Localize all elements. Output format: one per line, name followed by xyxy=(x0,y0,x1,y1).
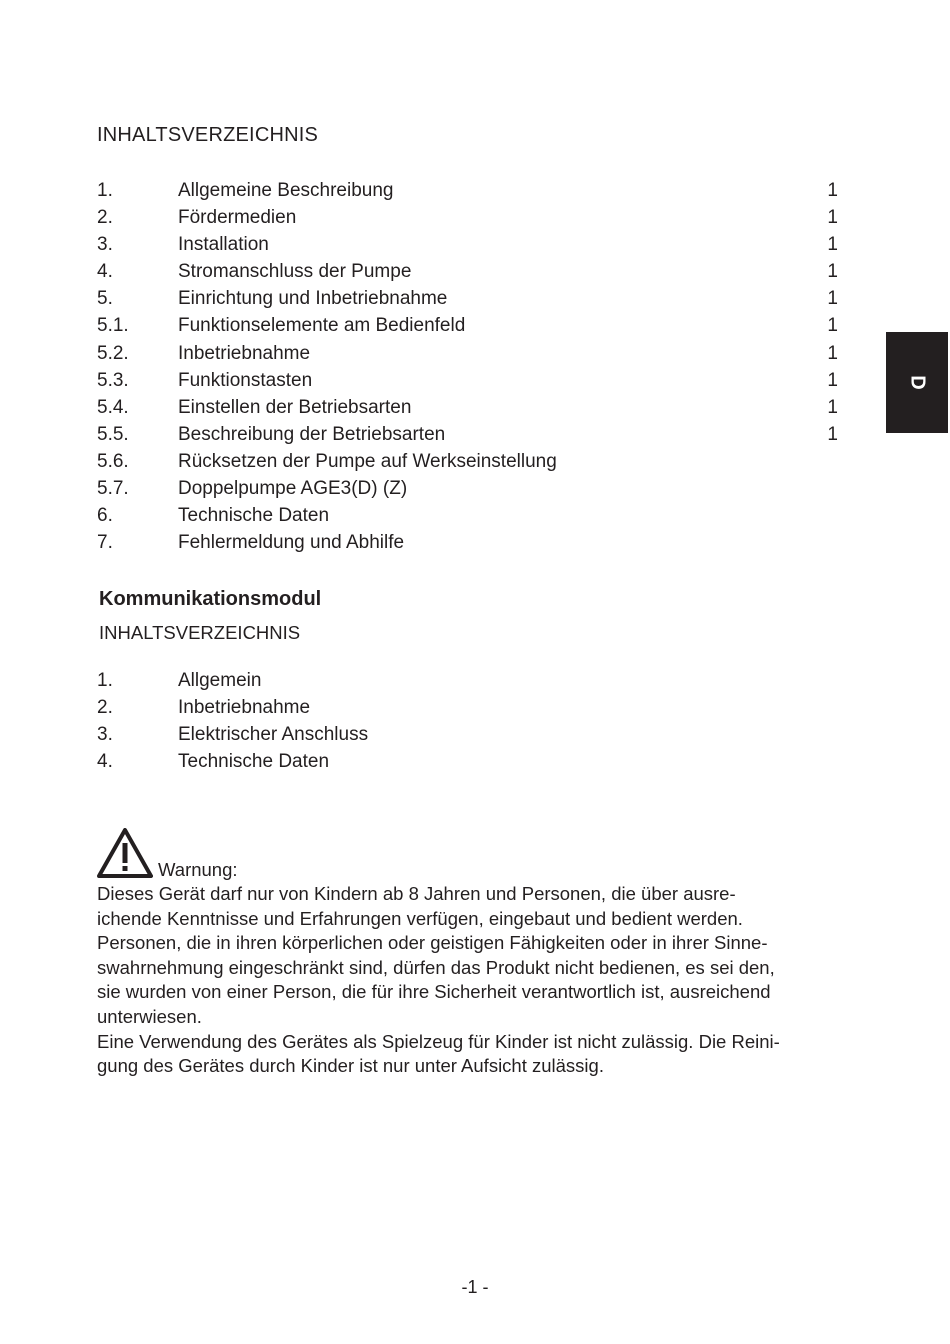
toc-page: 1 xyxy=(827,423,838,445)
toc-label: Funktionstasten xyxy=(178,369,313,391)
toc-num: 1. xyxy=(97,180,113,201)
warning-line: unterwiesen. xyxy=(97,1005,202,1027)
toc-label: Funktionselemente am Bedienfeld xyxy=(178,315,466,337)
toc-num: 5.3. xyxy=(97,369,129,391)
warning-triangle-icon xyxy=(97,828,153,878)
toc-num: 5. xyxy=(97,288,113,310)
toc-label: Fördermedien xyxy=(178,207,297,229)
toc-label: Fehlermeldung und Abhilfe xyxy=(178,532,405,554)
warning-text xyxy=(97,882,857,1079)
toc-num: 5.6. xyxy=(97,450,129,472)
module-toc-num: 2. xyxy=(97,697,113,719)
language-tab xyxy=(886,332,948,433)
module-toc-row xyxy=(97,721,842,748)
toc-page: 1 xyxy=(827,369,838,391)
warning-line: swahrnehmung eingeschränkt sind, dürfen das Produkt nicht bedienen, es sei den, xyxy=(97,956,775,978)
language-tab-label: D xyxy=(906,375,929,390)
toc-row xyxy=(97,177,842,204)
toc-row xyxy=(97,475,842,502)
warning-line: Personen, die in ihren körperlichen oder geistigen Fähigkeiten oder in ihrer Sinne- xyxy=(97,932,768,954)
toc-num: 5.2. xyxy=(97,342,129,364)
toc-label: Allgemeine Beschreibung xyxy=(178,180,394,201)
toc-num: 6. xyxy=(97,505,113,527)
toc-list xyxy=(97,177,842,556)
warning-line: sie wurden von einer Person, die für ihre Sicherheit verantwortlich ist, ausreichend xyxy=(97,981,771,1003)
toc-num: 3. xyxy=(97,234,113,256)
toc-page: 1 xyxy=(827,180,838,201)
toc-title: INHALTSVERZEICHNIS xyxy=(97,124,319,146)
module-toc-num: 3. xyxy=(97,724,113,746)
module-title: Kommunikationsmodul xyxy=(99,588,322,610)
module-toc-row xyxy=(97,667,842,694)
toc-row xyxy=(97,529,842,556)
toc-label: Inbetriebnahme xyxy=(178,342,311,364)
toc-num: 4. xyxy=(97,261,113,283)
toc-row xyxy=(97,312,842,339)
toc-row xyxy=(97,204,842,231)
toc-row xyxy=(97,394,842,421)
warning-line: gung des Gerätes durch Kinder ist nur unter Aufsicht zulässig. xyxy=(97,1055,604,1077)
toc-row xyxy=(97,502,842,529)
toc-row xyxy=(97,367,842,394)
module-toc-row xyxy=(97,748,842,775)
toc-row xyxy=(97,340,842,367)
module-toc-label: Inbetriebnahme xyxy=(178,697,311,719)
toc-num: 7. xyxy=(97,532,113,554)
toc-page: 1 xyxy=(827,234,838,256)
toc-num: 5.1. xyxy=(97,315,129,337)
toc-row xyxy=(97,285,842,312)
module-toc-label: Allgemein xyxy=(178,670,262,691)
module-subtitle: INHALTSVERZEICHNIS xyxy=(99,622,301,643)
toc-label: Doppelpumpe AGE3(D) (Z) xyxy=(178,478,408,500)
warning-line: Eine Verwendung des Gerätes als Spielzeug für Kinder ist nicht zulässig. Die Reini- xyxy=(97,1030,780,1052)
toc-page: 1 xyxy=(827,207,838,229)
module-toc-row xyxy=(97,694,842,721)
toc-page: 1 xyxy=(827,261,838,283)
module-toc-label: Elektrischer Anschluss xyxy=(178,724,369,746)
toc-label: Einstellen der Betriebsarten xyxy=(178,396,412,418)
toc-label: Einrichtung und Inbetriebnahme xyxy=(178,288,448,310)
toc-row xyxy=(97,258,842,285)
toc-page: 1 xyxy=(827,396,838,418)
toc-label: Beschreibung der Betriebsarten xyxy=(178,423,446,445)
toc-page: 1 xyxy=(827,315,838,337)
toc-num: 5.5. xyxy=(97,423,129,445)
module-toc-num: 1. xyxy=(97,670,113,691)
warning-label: Warnung: xyxy=(158,859,238,880)
toc-row xyxy=(97,448,842,475)
toc-label: Installation xyxy=(178,234,269,256)
warning-line: ichende Kenntnisse und Erfahrungen verfügen, eingebaut und bedient werden. xyxy=(97,907,743,929)
toc-page: 1 xyxy=(827,288,838,310)
module-toc-label: Technische Daten xyxy=(178,751,330,773)
toc-label: Rücksetzen der Pumpe auf Werkseinstellung xyxy=(178,450,557,472)
toc-label: Technische Daten xyxy=(178,505,330,527)
warning-line: Dieses Gerät darf nur von Kindern ab 8 Jahren und Personen, die über ausre- xyxy=(97,883,736,904)
toc-label: Stromanschluss der Pumpe xyxy=(178,261,412,283)
toc-page: 1 xyxy=(827,342,838,364)
toc-num: 2. xyxy=(97,207,113,229)
toc-num: 5.4. xyxy=(97,396,129,418)
toc-num: 5.7. xyxy=(97,478,129,500)
toc-row xyxy=(97,421,842,448)
page-number: -1 - xyxy=(461,1277,489,1297)
module-toc-num: 4. xyxy=(97,751,113,773)
toc-row xyxy=(97,231,842,258)
module-toc-list xyxy=(97,667,842,775)
